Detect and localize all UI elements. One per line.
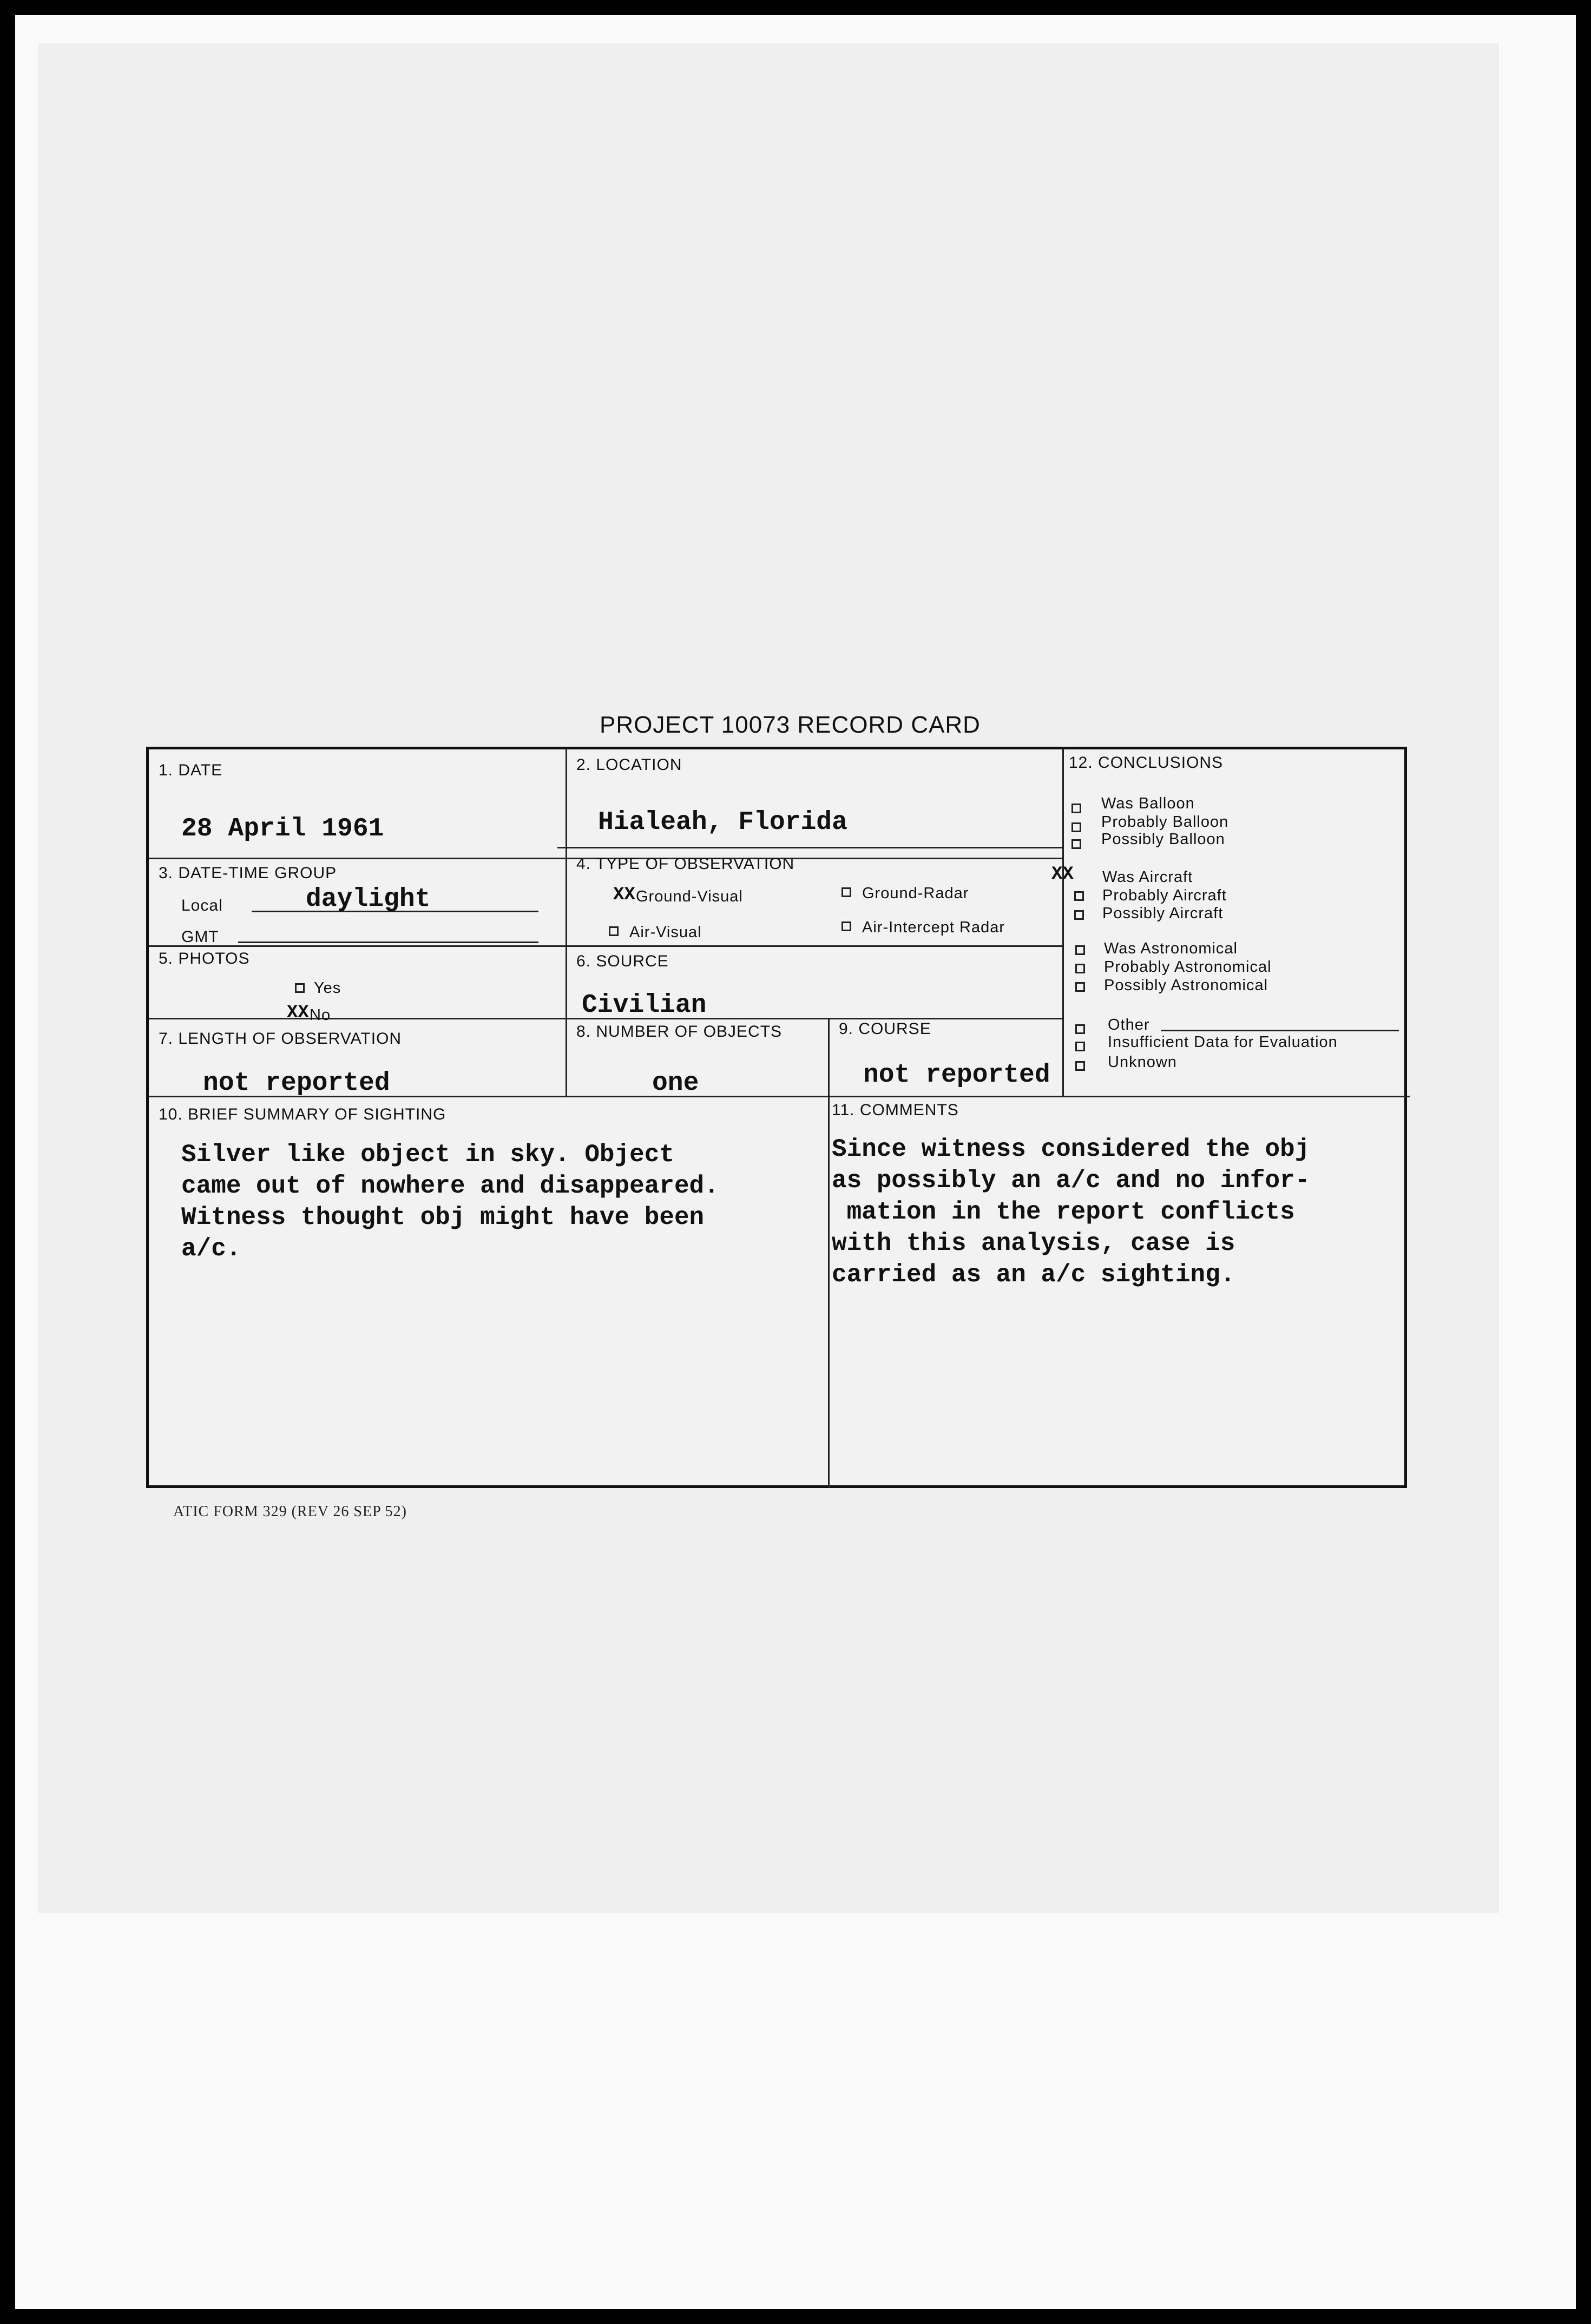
objects-value: one (652, 1069, 699, 1098)
summary-label: 10. BRIEF SUMMARY OF SIGHTING (159, 1105, 446, 1123)
length-label: 7. LENGTH OF OBSERVATION (159, 1030, 402, 1048)
probably-aircraft-checkbox (1074, 891, 1084, 901)
air-visual-option: Air-Visual (629, 924, 702, 941)
col-divider (828, 1096, 830, 1488)
col-divider (566, 749, 567, 1096)
possibly-balloon-option: Possibly Balloon (1101, 831, 1225, 848)
conclusions-label: 12. CONCLUSIONS (1069, 754, 1224, 772)
ground-visual-option: Ground-Visual (636, 888, 743, 905)
ground-visual-mark: XX (613, 885, 635, 905)
datetime-label: 3. DATE-TIME GROUP (159, 864, 337, 882)
insufficient-checkbox (1075, 1042, 1085, 1051)
possibly-aircraft-option: Possibly Aircraft (1102, 905, 1224, 922)
ground-radar-option: Ground-Radar (862, 885, 969, 902)
photos-no-option: No (310, 1006, 331, 1024)
possibly-aircraft-checkbox (1074, 910, 1084, 920)
possibly-astronomical-checkbox (1075, 982, 1085, 992)
possibly-astronomical-option: Possibly Astronomical (1104, 977, 1268, 994)
location-label: 2. LOCATION (576, 756, 682, 774)
local-label: Local (181, 897, 223, 914)
gmt-underline (238, 942, 538, 943)
row-divider (149, 945, 1063, 947)
photos-yes-checkbox (295, 983, 305, 993)
other-checkbox (1075, 1024, 1085, 1034)
photos-label: 5. PHOTOS (159, 950, 250, 967)
unknown-checkbox (1075, 1061, 1085, 1071)
date-value: 28 April 1961 (181, 814, 384, 844)
source-label: 6. SOURCE (576, 952, 669, 970)
location-value: Hialeah, Florida (598, 808, 847, 837)
card-title: PROJECT 10073 RECORD CARD (600, 712, 981, 738)
summary-text: Silver like object in sky. Object came out of nowhere and disappeared. Witness thought obj might have been a/c. (181, 1141, 719, 1263)
was-balloon-checkbox (1071, 804, 1081, 813)
date-label: 1. DATE (159, 761, 223, 779)
course-label: 9. COURSE (839, 1020, 931, 1038)
air-visual-checkbox (609, 926, 619, 936)
observation-label: 4. TYPE OF OBSERVATION (576, 855, 795, 873)
source-value: Civilian (582, 991, 707, 1020)
local-value: daylight (306, 885, 431, 914)
unknown-option: Unknown (1108, 1054, 1177, 1071)
location-underline (557, 847, 1063, 848)
photos-no-mark: XX (287, 1003, 309, 1023)
was-astronomical-option: Was Astronomical (1104, 940, 1238, 957)
was-aircraft-mark: XX (1051, 864, 1074, 885)
length-value: not reported (203, 1069, 390, 1098)
other-underline (1161, 1030, 1399, 1031)
course-value: not reported (863, 1061, 1050, 1090)
comments-text: Since witness considered the obj as possibly an a/c and no infor- mation in the report conflicts with this analysis, case is carried as an a/c sighting. (832, 1135, 1310, 1289)
col-divider (1062, 749, 1064, 1096)
air-intercept-option: Air-Intercept Radar (862, 919, 1005, 936)
air-intercept-checkbox (841, 921, 851, 931)
was-aircraft-option: Was Aircraft (1102, 868, 1193, 886)
probably-balloon-checkbox (1071, 822, 1081, 832)
form-id: ATIC FORM 329 (REV 26 SEP 52) (173, 1503, 407, 1520)
photos-yes-option: Yes (314, 979, 341, 997)
was-balloon-option: Was Balloon (1101, 795, 1195, 812)
insufficient-option: Insufficient Data for Evaluation (1108, 1033, 1338, 1051)
col-divider (828, 1018, 830, 1096)
probably-balloon-option: Probably Balloon (1101, 813, 1229, 831)
probably-aircraft-option: Probably Aircraft (1102, 887, 1227, 904)
ground-radar-checkbox (841, 887, 851, 897)
other-option: Other (1108, 1016, 1150, 1033)
probably-astronomical-checkbox (1075, 964, 1085, 973)
gmt-label: GMT (181, 928, 219, 946)
possibly-balloon-checkbox (1071, 839, 1081, 849)
was-astronomical-checkbox (1075, 945, 1085, 955)
probably-astronomical-option: Probably Astronomical (1104, 958, 1272, 976)
objects-label: 8. NUMBER OF OBJECTS (576, 1023, 783, 1041)
record-card (146, 747, 1407, 1488)
comments-label: 11. COMMENTS (832, 1101, 959, 1119)
